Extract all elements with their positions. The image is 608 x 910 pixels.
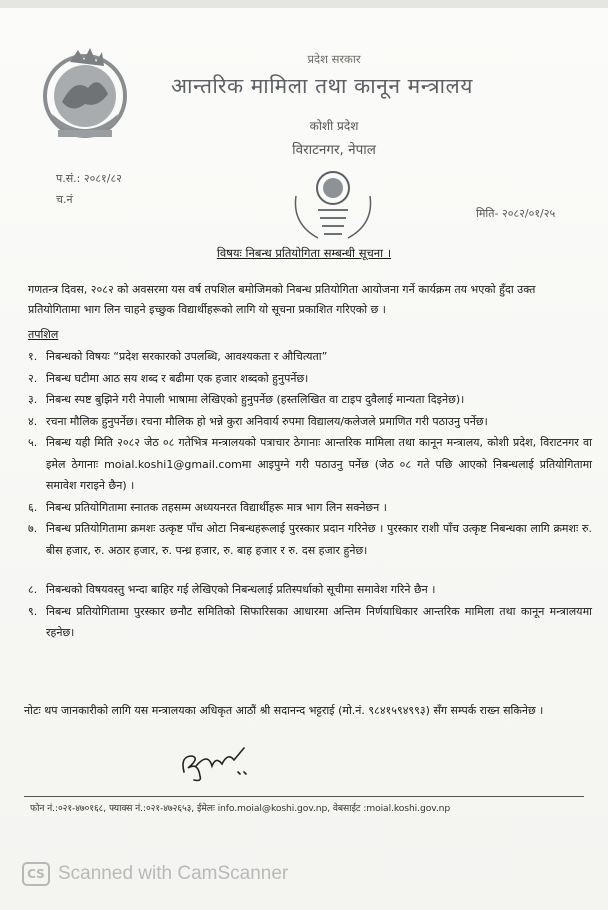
item-number: ४.	[28, 414, 38, 428]
camscanner-logo-icon: CS	[22, 862, 50, 886]
footer-divider	[24, 796, 584, 797]
list-item	[28, 432, 592, 497]
item-number: ६.	[28, 500, 38, 514]
list-item	[28, 368, 592, 390]
item-number: ५.	[28, 436, 38, 449]
details-heading: तपशिल	[28, 328, 59, 341]
item-text: रचना मौलिक हुनुपर्नेछ। रचना मौलिक हो भन्ने कुरा अनिवार्य रुपमा विद्यालय/कलेजले प्रमाणित गरी पठाउनु पर्नेछ।	[46, 414, 488, 428]
issue-date: मिति- २०८२/०१/२५	[476, 207, 556, 220]
item-number: १.	[28, 350, 38, 363]
signature-icon	[178, 742, 248, 786]
item-text: निबन्धको विषयः “प्रदेश सरकारको उपलब्धि, आवश्यकता र औचित्यता”	[46, 350, 328, 363]
scan-edge	[0, 0, 608, 8]
list-item	[28, 579, 592, 601]
camscanner-watermark	[22, 862, 288, 886]
contact-note: नोटः थप जानकारीको लागि यस मन्त्रालयका अधिकृत आठौं श्री सदानन्द भट्टराई (मो.नं. ९८४१५९४९९३) सँग सम्पर्क राख्न सकिनेछ ।	[24, 704, 544, 717]
item-number: ७.	[28, 522, 38, 535]
list-item	[28, 601, 592, 644]
list-item	[28, 389, 592, 411]
list-item	[28, 346, 592, 368]
government-name: प्रदेश सरकार	[307, 52, 361, 66]
item-number: २.	[28, 371, 38, 385]
city-name: विराटनगर, नेपाल	[292, 142, 376, 158]
reference-number: प.सं.: २०८१/८२	[56, 172, 122, 185]
list-spacer	[28, 561, 592, 579]
item-text: निबन्ध यही मिति २०८२ जेठ ०८ गतेभित्र मन्त्रालयको पत्राचार ठेगानाः आन्तरिक मामिला तथा कानून मन्त्रालय, कोशी प्रदेश, विराटनगर वा इमेल ठेगानाः moial.koshi1@gmail.comमा आइपुग्ने गरी पठाउनु पर्नेछ (जेठ ०८ गते पछि आएको निबन्धलाई प्रतियोगितामा समावेश गराइने छैन) ।	[46, 436, 592, 492]
footer-contact: फोन नं.:०२१-४७०१६८, फ्याक्स नं.:०२१-४७२६५३, ईमेलः info.moial@koshi.gov.np, वेबसाईट :moial.koshi.gov.np	[30, 803, 451, 814]
item-text: निबन्ध प्रतियोगितामा पुरस्कार छनौट समितिको सिफारिसका आधारमा अन्तिम निर्णयाधिकार आन्तरिक मामिला तथा कानून मन्त्रालयमा रहनेछ।	[46, 604, 592, 639]
intro-paragraph: गणतन्त्र दिवस, २०८२ को अवसरमा यस वर्ष तपशिल बमोजिमको निबन्ध प्रतियोगिता आयोजना गर्ने कार्यक्रम तय भएको हुँदा उक्त प्रतियोगितामा भाग लिन चाहने इच्छुक विद्यार्थीहरूको लागि यो सूचना प्रकाशित गरिएको छ ।	[28, 283, 536, 316]
list-item	[28, 497, 592, 519]
notice-subject: विषयः निबन्ध प्रतियोगिता सम्बन्धी सूचना ।	[216, 246, 392, 260]
item-text: निबन्ध स्पष्ट बुझिने गरी नेपाली भाषामा लेखिएको हुनुपर्नेछ (हस्तलिखित वा टाइप दुवैलाई मान्यता दिइनेछ)।	[46, 393, 465, 406]
list-item	[28, 518, 592, 561]
item-number: ८.	[28, 583, 38, 596]
item-number: ३.	[28, 393, 38, 406]
details-list	[28, 346, 592, 644]
ministry-name: आन्तरिक मामिला तथा कानून मन्त्रालय	[171, 74, 473, 98]
item-number: ९.	[28, 604, 38, 618]
item-text: निबन्धको विषयवस्तु भन्दा बाहिर गई लेखिएको निबन्धलाई प्रतिस्पर्धाको सूचीमा समावेश गरिने छैन ।	[46, 583, 436, 596]
item-text: निबन्ध प्रतियोगितामा स्नातक तहसम्म अध्ययनरत विद्यार्थीहरू मात्र भाग लिन सक्नेछन ।	[46, 500, 387, 514]
item-text: निबन्ध घटीमा आठ सय शब्द र बढीमा एक हजार शब्दको हुनुपर्नेछ।	[46, 371, 309, 385]
list-item	[28, 411, 592, 433]
dispatch-number: च.नं	[56, 193, 73, 206]
watermark-text: Scanned with CamScanner	[58, 863, 289, 884]
province-name: कोशी प्रदेश	[309, 119, 359, 133]
item-text: निबन्ध प्रतियोगितामा क्रमशः उत्कृष्ट पाँच ओटा निबन्धहरूलाई पुरस्कार प्रदान गरिनेछ । पुरस्कार राशी पाँच उत्कृष्ट निबन्धका लागि क्रमशः रु. बीस हजार, रु. अठार हजार, रु. पन्ध्र हजार, रु. बाह हजार र रु. दस हजार हुनेछ।	[46, 522, 592, 557]
official-stamp-icon	[278, 166, 388, 250]
